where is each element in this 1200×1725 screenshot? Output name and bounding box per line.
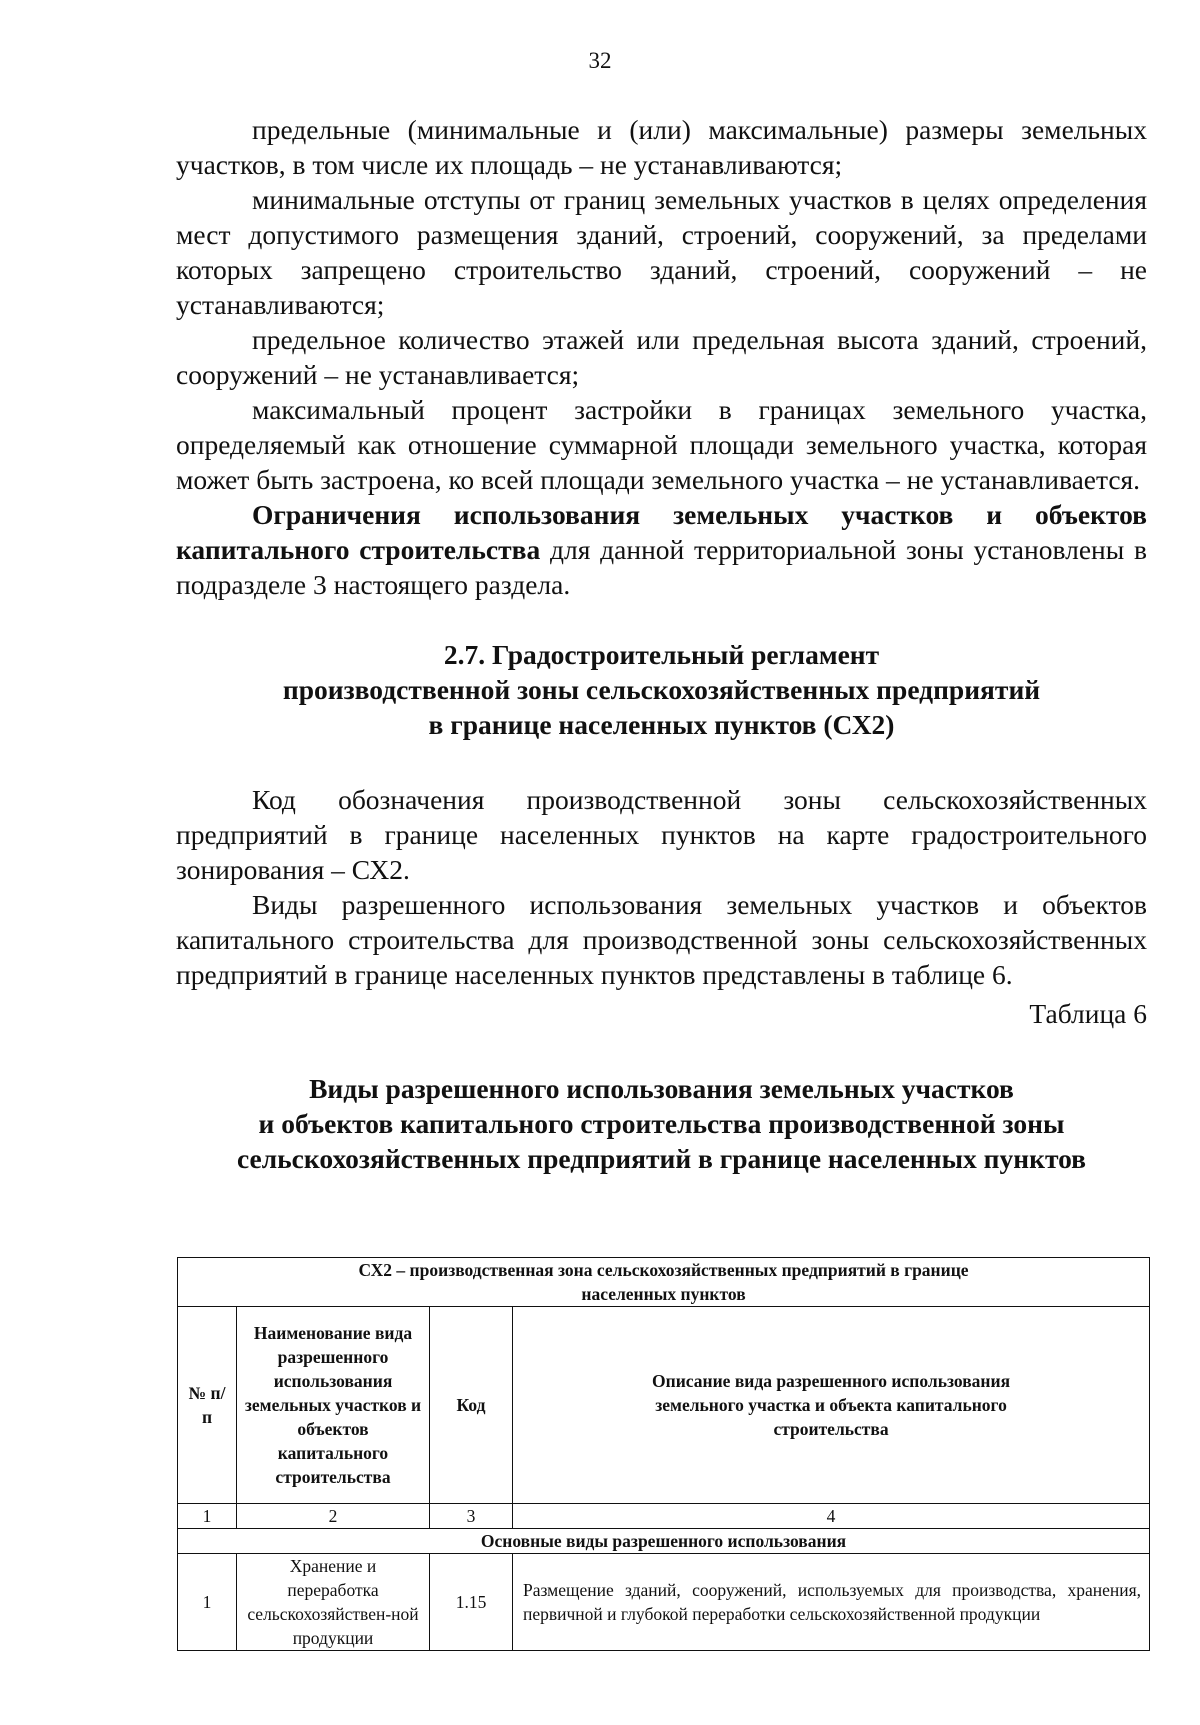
- table-column-number-row: [178, 1504, 1150, 1529]
- table-title-line: сельскохозяйственных предприятий в границе населенных пунктов: [236, 1143, 1087, 1174]
- restrictions-text: для данной территориальной зоны установлены в подразделе 3 настоящего раздела.: [176, 534, 1147, 600]
- row-num-cell: 1: [178, 1554, 237, 1651]
- table-column-header-row: [178, 1307, 1150, 1504]
- paragraph-restrictions: [176, 497, 1147, 602]
- paragraph-coverage: максимальный процент застройки в границах земельного участка, определяемый как отношение суммарной площади земельного участка, которая может быть застроена, ко всей площади земельного участка – не устанавливается.: [176, 394, 1147, 495]
- section-heading-line: в границе населенных пунктов (СХ2): [428, 709, 895, 740]
- paragraph-zone-code: Код обозначения производственной зоны сельскохозяйственных предприятий в границе населенных пунктов на карте градостроительного зонирования – СХ2.: [176, 784, 1147, 885]
- col-header-num: № п/п: [178, 1307, 237, 1504]
- page-number: 32: [588, 48, 612, 73]
- col-header-desc: Описание вида разрешенного использования земельного участка и объекта капитального строительства: [513, 1307, 1150, 1504]
- section-heading-line: 2.7. Градостроительный регламент: [443, 639, 880, 670]
- paragraph-plot-size: предельные (минимальные и (или) максимальные) размеры земельных участков, в том числе их площадь – не устанавливаются;: [176, 114, 1147, 180]
- row-code-cell: 1.15: [430, 1554, 513, 1651]
- group-header-cell: Основные виды разрешенного использования: [178, 1529, 1150, 1554]
- paragraph-floors: предельное количество этажей или предельная высота зданий, строений, сооружений – не устанавливается;: [176, 324, 1147, 390]
- table-group-header-row: [178, 1529, 1150, 1554]
- restrictions-bold-text: Ограничения использования земельных участков и объектов капитального строительства: [176, 499, 1147, 565]
- zone-header-cell: СХ2 – производственная зона сельскохозяйственных предприятий в границе населенных пунктов: [178, 1258, 1150, 1307]
- row-name-cell: Хранение и переработка сельскохозяйствен-ной продукции: [237, 1554, 430, 1651]
- document-body: [176, 112, 1147, 1219]
- col-number-cell: 1: [178, 1504, 237, 1529]
- table-title-line: Виды разрешенного использования земельных участков: [309, 1073, 1014, 1104]
- usage-table: [177, 1257, 1150, 1651]
- col-header-name: Наименование вида разрешенного использования земельных участков и объектов капитального строительства: [237, 1307, 430, 1504]
- col-number-cell: 4: [513, 1504, 1150, 1529]
- paragraph-setbacks: минимальные отступы от границ земельных участков в целях определения мест допустимого размещения зданий, строений, сооружений, за пределами которых запрещено строительство зданий, строений, сооружений – не устанавливаются;: [176, 184, 1147, 320]
- paragraph-usage-types: Виды разрешенного использования земельных участков и объектов капитального строительства для производственной зоны сельскохозяйственных предприятий в границе населенных пунктов представлены в таблице 6.: [176, 889, 1147, 990]
- table-title: [176, 1071, 1147, 1176]
- section-heading: [176, 637, 1147, 742]
- col-header-code: Код: [430, 1307, 513, 1504]
- table-zone-header-row: [178, 1258, 1150, 1307]
- section-heading-line: производственной зоны сельскохозяйственных предприятий: [282, 674, 1041, 705]
- row-desc-cell: Размещение зданий, сооружений, используемых для производства, хранения, первичной и глубокой переработки сельскохозяйственной продукции: [513, 1554, 1150, 1651]
- col-number-cell: 2: [237, 1504, 430, 1529]
- table-title-line: и объектов капитального строительства производственной зоны: [258, 1108, 1065, 1139]
- col-number-cell: 3: [430, 1504, 513, 1529]
- table-label: Таблица 6: [1029, 998, 1147, 1029]
- table-row: [178, 1554, 1150, 1651]
